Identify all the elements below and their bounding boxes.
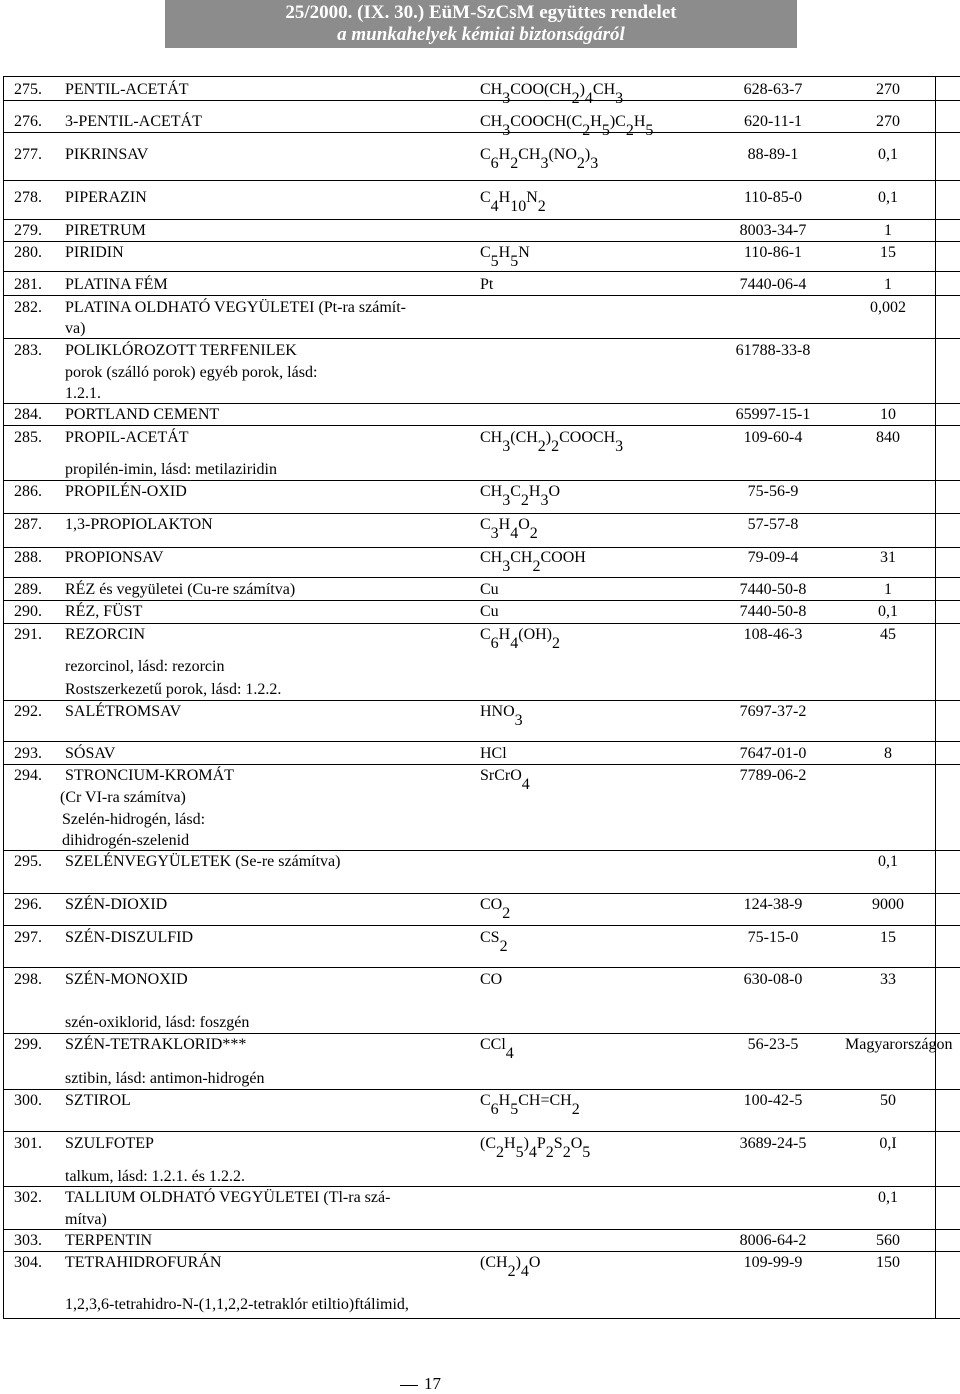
chemical-formula [480, 929, 508, 955]
formula-part: C [480, 626, 491, 643]
chemical-formula [480, 483, 561, 509]
chemical-formula: HCl [480, 745, 507, 762]
cas-number: 88-89-1 [747, 146, 799, 163]
cas-number: 108-46-3 [743, 626, 803, 643]
substance-name: SÓSAV [65, 745, 116, 762]
chemical-formula [480, 189, 546, 215]
substance-note: porok (szálló porok) egyéb porok, lásd: [65, 364, 318, 381]
substance-name: TERPENTIN [65, 1232, 153, 1249]
limit-value: 1 [884, 276, 892, 293]
formula-part: CH [480, 429, 503, 446]
substance-name: REZORCIN [65, 626, 145, 643]
formula-subscript: 5 [510, 1101, 519, 1118]
cross-reference: sztibin, lásd: antimon-hidrogén [65, 1070, 265, 1087]
row-number: 293. [14, 745, 42, 762]
formula-subscript: 6 [490, 155, 499, 172]
limit-value: 15 [880, 244, 896, 261]
formula-subscript: 3 [502, 438, 511, 455]
formula-part: C [480, 244, 491, 261]
cross-reference: 1,2,3,6-tetrahidro-N-(1,1,2,2-tetraklór etiltio)ftálimid, [65, 1296, 409, 1313]
row-number: 290. [14, 603, 42, 620]
formula-subscript: 2 [571, 1101, 580, 1118]
formula-subscript: 2 [571, 90, 580, 107]
row-number: 302. [14, 1189, 42, 1206]
formula-subscript: 3 [490, 525, 499, 542]
formula-subscript: 10 [510, 198, 527, 215]
limit-value: 0,002 [870, 299, 906, 316]
formula-subscript: 3 [502, 122, 511, 139]
formula-subscript: 2 [625, 122, 634, 139]
formula-subscript: 3 [502, 558, 511, 575]
formula-subscript: 5 [582, 1144, 591, 1161]
formula-subscript: 4 [505, 1045, 514, 1062]
cas-number: 79-09-4 [747, 549, 799, 566]
substance-name: TETRAHIDROFURÁN [65, 1254, 222, 1271]
formula-part: CH [480, 113, 503, 130]
chemical-formula [480, 703, 523, 729]
formula-part: C [480, 146, 491, 163]
footer-dash [400, 1385, 418, 1386]
substance-name-cont: mítva) [65, 1211, 107, 1228]
cas-number: 7789-06-2 [739, 767, 807, 784]
formula-part: C [510, 483, 521, 500]
substance-name: PLATINA FÉM [65, 276, 168, 293]
page-footer [400, 1374, 441, 1394]
formula-part: CH [518, 146, 541, 163]
substance-name: PLATINA OLDHATÓ VEGYÜLETEI (Pt-ra számít- [65, 299, 406, 316]
formula-part: H [633, 113, 646, 130]
formula-part: N [518, 244, 530, 261]
substance-name-cont: (Cr VI-ra számítva) [60, 789, 186, 806]
formula-subscript: 2 [520, 492, 529, 509]
substance-name: SALÉTROMSAV [65, 703, 182, 720]
cas-number: 7647-01-0 [739, 745, 807, 762]
row-number: 299. [14, 1036, 42, 1053]
cas-number: 61788-33-8 [735, 342, 811, 359]
row-number: 300. [14, 1092, 42, 1109]
formula-part: COOCH(C [510, 113, 583, 130]
limit-value: 0,1 [878, 853, 898, 870]
row-number: 303. [14, 1232, 42, 1249]
substance-name: PIKRINSAV [65, 146, 149, 163]
cas-number: 109-60-4 [743, 429, 803, 446]
row-number: 277. [14, 146, 42, 163]
formula-part: C [480, 189, 491, 206]
limit-value: 31 [880, 549, 896, 566]
cas-number: 75-15-0 [747, 929, 799, 946]
limit-value: 8 [884, 745, 892, 762]
row-number: 304. [14, 1254, 42, 1271]
cas-number: 7440-06-4 [739, 276, 807, 293]
chemical-formula: CO [480, 971, 503, 988]
row-number: 301. [14, 1135, 42, 1152]
cross-reference: dihidrogén-szelenid [62, 832, 190, 849]
formula-subscript: 3 [615, 438, 624, 455]
cas-number: 8006-64-2 [739, 1232, 807, 1249]
formula-subscript: 2 [576, 155, 585, 172]
substance-name: PIPERAZIN [65, 189, 147, 206]
formula-part: H [498, 1092, 511, 1109]
substance-name: PIRIDIN [65, 244, 124, 261]
cross-reference: talkum, lásd: 1.2.1. és 1.2.2. [65, 1168, 245, 1185]
formula-part: H [590, 113, 602, 130]
formula-subscript: 3 [615, 90, 624, 107]
substance-name: PENTIL-ACETÁT [65, 81, 189, 98]
formula-part: O [528, 1254, 541, 1271]
formula-part: (NO [548, 146, 577, 163]
formula-subscript: 2 [496, 1144, 504, 1161]
formula-part: (CH [510, 429, 538, 446]
row-number: 287. [14, 516, 42, 533]
chemical-formula: Pt [480, 276, 494, 293]
substance-name: RÉZ, FÜST [65, 603, 143, 620]
row-number: 279. [14, 222, 42, 239]
row-number: 281. [14, 276, 42, 293]
cas-number: 57-57-8 [747, 516, 799, 533]
formula-part: ) [584, 146, 591, 163]
formula-subscript: 4 [521, 776, 530, 793]
formula-part: H [498, 516, 511, 533]
formula-part: H [498, 146, 511, 163]
cas-number: 620-11-1 [743, 113, 803, 130]
formula-subscript: 6 [490, 1101, 499, 1118]
formula-subscript: 2 [537, 198, 546, 215]
limit-value: 270 [876, 113, 900, 130]
chemical-formula [480, 244, 530, 270]
substance-name: SZÉN-DIOXID [65, 896, 168, 913]
formula-subscript: 4 [584, 90, 593, 107]
formula-part: P [536, 1135, 546, 1152]
cas-number: 65997-15-1 [735, 406, 811, 423]
formula-part: H [528, 483, 541, 500]
substance-name: PROPILÉN-OXID [65, 483, 187, 500]
formula-subscript: 3 [502, 492, 511, 509]
formula-subscript: 4 [490, 198, 499, 215]
cas-number: 8003-34-7 [739, 222, 807, 239]
chemical-formula [480, 1036, 514, 1062]
formula-subscript: 6 [490, 635, 499, 652]
formula-subscript: 4 [510, 525, 519, 542]
cas-number: 110-86-1 [743, 244, 803, 261]
row-number: 291. [14, 626, 42, 643]
limit-value: 0,I [879, 1135, 897, 1152]
substance-name: STRONCIUM-KROMÁT [65, 767, 234, 784]
formula-part: (CH [480, 1254, 508, 1271]
row-number: 297. [14, 929, 42, 946]
formula-subscript: 5 [515, 1144, 524, 1161]
formula-part: N [526, 189, 538, 206]
formula-part: O [548, 483, 561, 500]
formula-part: C [480, 516, 491, 533]
formula-subscript: 5 [601, 122, 610, 139]
limit-value: 9000 [872, 896, 904, 913]
formula-subscript: 5 [645, 122, 654, 139]
row-number: 283. [14, 342, 42, 359]
chemical-formula [480, 81, 624, 107]
formula-subscript: 5 [510, 253, 519, 270]
formula-part: O [570, 1135, 583, 1152]
chemical-formula [480, 146, 599, 172]
substance-name-cont: va) [65, 320, 86, 337]
cas-number: 3689-24-5 [739, 1135, 807, 1152]
formula-part: H [498, 244, 511, 261]
formula-subscript: 2 [507, 1263, 516, 1280]
substance-name: RÉZ és vegyületei (Cu-re számítva) [65, 581, 296, 598]
substance-name: SZTIROL [65, 1092, 131, 1109]
limit-value: 33 [880, 971, 896, 988]
limit-value: 0,1 [878, 189, 898, 206]
formula-part: SrCrO [480, 767, 522, 784]
substance-name: TALLIUM OLDHATÓ VEGYÜLETEI (Tl-ra szá- [65, 1189, 391, 1206]
limit-value: 1 [884, 581, 892, 598]
formula-subscript: 3 [502, 90, 511, 107]
formula-part: CO [480, 896, 503, 913]
formula-part: O [518, 516, 530, 533]
formula-part: S [553, 1135, 563, 1152]
cas-number: 7440-50-8 [739, 581, 807, 598]
chemical-formula [480, 549, 586, 575]
limit-value: 560 [876, 1232, 900, 1249]
formula-subscript: 5 [490, 253, 499, 270]
formula-subscript: 4 [528, 1144, 537, 1161]
substance-name: PORTLAND CEMENT [65, 406, 220, 423]
formula-part: ) [579, 81, 585, 98]
limit-value: 0,1 [878, 603, 898, 620]
page-number: 17 [424, 1374, 441, 1393]
row-number: 288. [14, 549, 42, 566]
limit-value: 840 [876, 429, 900, 446]
formula-part: COOH [540, 549, 586, 566]
row-number: 282. [14, 299, 42, 316]
formula-part: CS [480, 929, 500, 946]
formula-part: ) [523, 1135, 529, 1152]
cas-number: 7697-37-2 [739, 703, 807, 720]
chemical-formula [480, 896, 511, 922]
cas-number: 7440-50-8 [739, 603, 807, 620]
cross-reference: propilén-imin, lásd: metilaziridin [65, 461, 277, 478]
cas-number: 124-38-9 [743, 896, 803, 913]
formula-subscript: 2 [537, 438, 546, 455]
formula-part: CCl [480, 1036, 506, 1053]
formula-part: (C [480, 1135, 496, 1152]
limit-value: 45 [880, 626, 896, 643]
cross-reference: rezorcinol, lásd: rezorcin [65, 658, 225, 675]
formula-part: H [504, 1135, 516, 1152]
formula-subscript: 3 [514, 712, 523, 729]
row-number: 275. [14, 81, 42, 98]
formula-subscript: 2 [502, 905, 511, 922]
row-number: 296. [14, 896, 42, 913]
formula-part: COOCH [559, 429, 616, 446]
cas-number: 110-85-0 [743, 189, 803, 206]
cas-number: 630-08-0 [743, 971, 803, 988]
chemical-formula [480, 1092, 580, 1118]
chemical-formula [480, 516, 538, 542]
limit-value: Magyarországon [845, 1036, 953, 1053]
formula-subscript: 2 [510, 155, 519, 172]
row-number: 294. [14, 767, 42, 784]
limit-value: 1 [884, 222, 892, 239]
formula-subscript: 3 [590, 155, 599, 172]
header-line-1: 25/2000. (IX. 30.) EüM-SzCsM együttes rendelet [285, 2, 677, 23]
formula-subscript: 4 [520, 1263, 529, 1280]
formula-subscript: 2 [552, 635, 560, 652]
limit-value: 0,1 [878, 146, 898, 163]
row-number: 289. [14, 581, 42, 598]
limit-value: 0,1 [878, 1189, 898, 1206]
substance-name: SZÉN-DISZULFID [65, 929, 193, 946]
formula-subscript: 3 [540, 492, 549, 509]
substance-name: SZULFOTEP [65, 1135, 154, 1152]
formula-subscript: 2 [551, 438, 560, 455]
substance-name: SZELÉNVEGYÜLETEK (Se-re számítva) [65, 853, 341, 870]
formula-subscript: 2 [545, 1144, 554, 1161]
limit-value: 10 [880, 406, 896, 423]
row-number: 278. [14, 189, 42, 206]
formula-part: CH [592, 81, 616, 98]
cross-reference: Rostszerkezetű porok, lásd: 1.2.2. [65, 681, 282, 698]
substance-name: SZÉN-TETRAKLORID*** [65, 1036, 247, 1053]
formula-part: ) [545, 429, 552, 446]
formula-part: C [480, 1092, 491, 1109]
formula-subscript: 3 [540, 155, 549, 172]
formula-part: CH [480, 81, 503, 98]
formula-part: HNO [480, 703, 515, 720]
chemical-formula [480, 767, 530, 793]
formula-subscript: 2 [562, 1144, 571, 1161]
chemical-formula [480, 1254, 541, 1280]
cross-reference: Szelén-hidrogén, lásd: [62, 811, 206, 828]
chemical-formula [480, 1135, 591, 1161]
row-number: 280. [14, 244, 42, 261]
row-number: 276. [14, 113, 42, 130]
substance-name: POLIKLÓROZOTT TERFENILEK [65, 342, 297, 359]
formula-subscript: 2 [532, 558, 541, 575]
formula-part: CH [480, 549, 503, 566]
substance-name: 1,3-PROPIOLAKTON [65, 516, 213, 533]
formula-subscript: 2 [582, 122, 591, 139]
limit-value: 15 [880, 929, 896, 946]
cas-number: 109-99-9 [743, 1254, 803, 1271]
chemical-formula: Cu [480, 581, 499, 598]
chemical-formula: Cu [480, 603, 499, 620]
limit-value: 50 [880, 1092, 896, 1109]
cas-number: 628-63-7 [743, 81, 803, 98]
formula-part: ) [515, 1254, 521, 1271]
row-number: 284. [14, 406, 42, 423]
formula-part: CH [480, 483, 503, 500]
formula-part: (OH) [518, 626, 552, 643]
cas-number: 56-23-5 [747, 1036, 799, 1053]
cas-number: 100-42-5 [743, 1092, 803, 1109]
formula-part: CH [510, 549, 533, 566]
header-line-2: a munkahelyek kémiai biztonságáról [337, 24, 625, 45]
substance-name: PROPIL-ACETÁT [65, 429, 189, 446]
substance-name: PROPIONSAV [65, 549, 164, 566]
formula-subscript: 4 [510, 635, 519, 652]
formula-part: COO(CH [510, 81, 572, 98]
substance-name: 3-PENTIL-ACETÁT [65, 113, 202, 130]
chemical-formula [480, 626, 560, 652]
row-number: 285. [14, 429, 42, 446]
substance-name: SZÉN-MONOXID [65, 971, 188, 988]
formula-subscript: 2 [499, 938, 508, 955]
limit-value: 270 [876, 81, 900, 98]
substance-note: 1.2.1. [65, 385, 101, 402]
cas-number: 75-56-9 [747, 483, 799, 500]
formula-part: )C [609, 113, 626, 130]
limit-value: 150 [876, 1254, 900, 1271]
row-number: 286. [14, 483, 42, 500]
cross-reference: szén-oxiklorid, lásd: foszgén [65, 1014, 250, 1031]
substance-name: PIRETRUM [65, 222, 146, 239]
chemical-formula [480, 113, 654, 139]
formula-part: H [498, 626, 511, 643]
row-number: 298. [14, 971, 42, 988]
formula-subscript: 2 [529, 525, 538, 542]
row-number: 295. [14, 853, 42, 870]
formula-part: CH=CH [518, 1092, 572, 1109]
chemical-formula [480, 429, 624, 455]
formula-part: H [498, 189, 511, 206]
row-number: 292. [14, 703, 42, 720]
